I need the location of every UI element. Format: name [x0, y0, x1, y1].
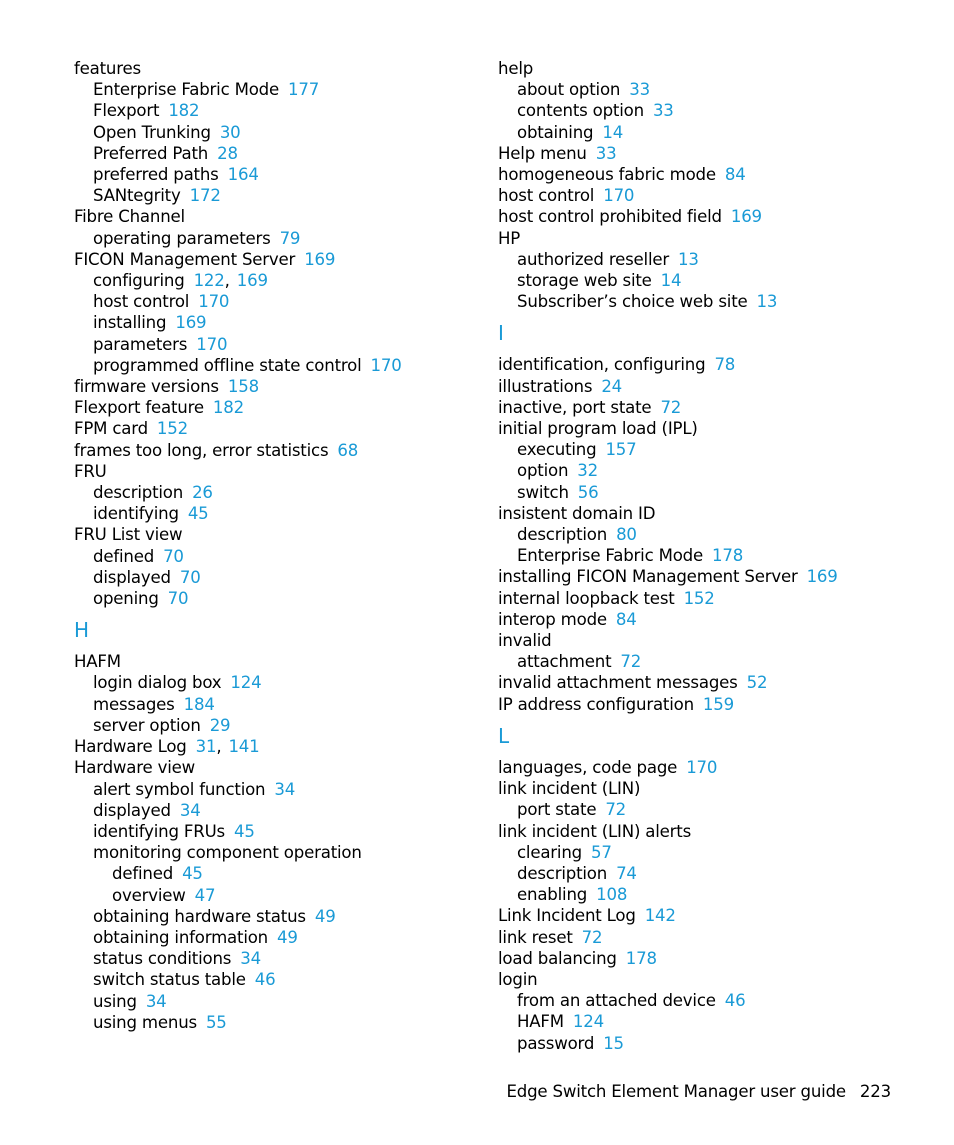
page-link[interactable]: 34 [179, 800, 201, 820]
index-entry [498, 228, 928, 249]
page-link[interactable]: 49 [277, 927, 298, 947]
entry-term: invalid [498, 631, 552, 651]
index-subentry [74, 1012, 474, 1033]
page-link[interactable]: 70 [179, 567, 201, 587]
index-subentry [74, 991, 474, 1012]
index-subentry [74, 291, 474, 312]
entry-term: from an attached device [517, 991, 716, 1011]
page-link[interactable]: 159 [702, 694, 734, 714]
page-link[interactable]: 152 [683, 588, 715, 608]
index-entry [498, 397, 928, 418]
entry-term: host control [498, 186, 595, 206]
page-link[interactable]: 33 [629, 80, 650, 100]
index-subentry [74, 948, 474, 969]
entry-term: defined [93, 546, 155, 566]
index-subentry [74, 715, 474, 736]
entry-term: installing FICON Management Server [498, 567, 798, 587]
index-column-left [74, 58, 474, 1033]
entry-term: load balancing [498, 948, 617, 968]
index-entry [74, 440, 474, 461]
index-subentry [498, 270, 928, 291]
section-letter: I [498, 321, 504, 346]
page-link[interactable]: 182 [168, 101, 200, 121]
entry-term: authorized reseller [517, 249, 669, 269]
index-subentry [498, 799, 928, 820]
page-link[interactable]: 34 [240, 949, 261, 969]
page-link[interactable]: 182 [212, 398, 244, 418]
page-link[interactable]: 178 [625, 948, 657, 968]
entry-term: IP address configuration [498, 694, 694, 714]
page-link[interactable]: 15 [603, 1033, 624, 1053]
section-letter: L [498, 723, 510, 748]
index-subentry [498, 439, 928, 460]
page-link[interactable]: 13 [756, 292, 778, 312]
page-link[interactable]: 34 [274, 779, 296, 799]
page-link[interactable]: 45 [187, 504, 209, 524]
page-link[interactable]: 72 [660, 397, 682, 417]
index-entry [498, 905, 928, 926]
index-entry [498, 821, 928, 842]
entry-term: alert symbol function [93, 779, 266, 799]
page-link[interactable]: 49 [314, 906, 336, 926]
index-subentry [74, 567, 474, 588]
entry-term: obtaining [517, 122, 594, 142]
entry-term: Enterprise Fabric Mode [93, 80, 279, 100]
entry-term: identifying [93, 504, 179, 524]
index-entry [498, 609, 928, 630]
index-subentry [74, 885, 474, 906]
index-subentry [498, 863, 928, 884]
entry-term: interop mode [498, 609, 607, 629]
entry-term: executing [517, 440, 597, 460]
index-entry [498, 948, 928, 969]
page-link[interactable]: 84 [724, 165, 746, 185]
entry-term: Help menu [498, 143, 587, 163]
entry-term: link incident (LIN) alerts [498, 821, 692, 841]
index-subentry [498, 545, 928, 566]
entry-term: operating parameters [93, 228, 271, 248]
index-entry [498, 694, 928, 715]
entry-term: Preferred Path [93, 143, 209, 163]
page-link[interactable]: 33 [652, 101, 674, 121]
entry-term: obtaining information [93, 927, 268, 947]
entry-term: identifying FRUs [93, 821, 225, 841]
index-entry [498, 206, 928, 227]
page-link[interactable]: 46 [254, 970, 276, 990]
entry-term: opening [93, 589, 159, 609]
section-letter: H [74, 618, 90, 643]
entry-term: option [517, 461, 569, 481]
page-link[interactable]: 169 [175, 313, 207, 333]
index-entry [74, 651, 474, 672]
page-link[interactable]: 170 [370, 355, 402, 375]
entry-term: messages [93, 694, 175, 714]
index-subentry [74, 334, 474, 355]
index-entry [74, 206, 474, 227]
index-subentry [498, 100, 928, 121]
page-link[interactable]: 56 [577, 482, 599, 502]
entry-term: HAFM [74, 652, 121, 672]
index-entry [498, 969, 928, 990]
index-subentry [74, 546, 474, 567]
entry-term: host control [93, 292, 190, 312]
index-subentry [74, 863, 474, 884]
index-entry [498, 672, 928, 693]
entry-term: defined [112, 864, 174, 884]
page-link[interactable]: 30 [219, 122, 241, 142]
index-subentry [498, 482, 928, 503]
index-subentry [498, 460, 928, 481]
page-link[interactable]: 141 [228, 737, 260, 757]
index-subentry [74, 355, 474, 376]
entry-term: obtaining hardware status [93, 906, 306, 926]
entry-term: FRU [74, 461, 107, 481]
entry-term: login [498, 969, 538, 989]
page-link[interactable]: 142 [644, 906, 676, 926]
entry-term: FICON Management Server [74, 249, 296, 269]
entry-term: link incident (LIN) [498, 779, 641, 799]
page-link[interactable]: 164 [227, 165, 259, 185]
page-link[interactable]: 169 [806, 567, 838, 587]
index-subentry [74, 503, 474, 524]
index-subentry [74, 694, 474, 715]
page-link[interactable]: 47 [194, 885, 216, 905]
index-entry [498, 185, 928, 206]
index-subentry [74, 185, 474, 206]
index-entry [498, 566, 928, 587]
entry-term: using menus [93, 1012, 197, 1032]
page-link[interactable]: 170 [686, 757, 718, 777]
entry-term: identification, configuring [498, 355, 706, 375]
index-entry: Hardware Log 31, 141 [74, 737, 260, 757]
index-subentry [498, 79, 928, 100]
page-link[interactable]: 178 [712, 546, 744, 566]
index-entry [498, 927, 928, 948]
index-subentry [74, 969, 474, 990]
page-link[interactable]: 45 [182, 864, 203, 884]
footer-title: Edge Switch Element Manager user guide [506, 1082, 846, 1101]
entry-term: Link Incident Log [498, 906, 636, 926]
index-entry [74, 461, 474, 482]
index-entry [498, 164, 928, 185]
entry-term: enabling [517, 885, 588, 905]
entry-term: HP [498, 228, 521, 248]
index-entry [498, 757, 928, 778]
page-link[interactable]: 172 [189, 186, 221, 206]
index-subentry: configuring 122, 169 [93, 271, 268, 291]
page-link[interactable]: 70 [167, 589, 189, 609]
page-link[interactable]: 78 [714, 355, 736, 375]
entry-term: displayed [93, 800, 171, 820]
index-entry [498, 418, 928, 439]
index-subentry [74, 672, 474, 693]
page-footer [506, 1082, 891, 1101]
page-link[interactable]: 32 [577, 461, 598, 481]
page-link[interactable]: 84 [615, 609, 637, 629]
entry-term: description [517, 525, 608, 545]
entry-term: inactive, port state [498, 397, 652, 417]
page-link[interactable]: 14 [660, 271, 682, 291]
page-link[interactable]: 68 [337, 440, 359, 460]
entry-term: homogeneous fabric mode [498, 165, 716, 185]
index-subentry [74, 143, 474, 164]
index-subentry [74, 821, 474, 842]
entry-term: illustrations [498, 376, 593, 396]
page-link[interactable]: 33 [595, 143, 617, 163]
index-entry [74, 249, 474, 270]
page-link[interactable]: 177 [288, 80, 320, 100]
index-subentry [74, 100, 474, 121]
index-subentry [74, 906, 474, 927]
entry-term: Hardware view [74, 758, 196, 778]
page-link[interactable]: 108 [596, 885, 628, 905]
entry-term: Hardware Log [74, 737, 187, 757]
entry-term: Fibre Channel [74, 207, 185, 227]
index-subentry [498, 122, 928, 143]
page-link[interactable]: 26 [192, 483, 213, 503]
entry-term: clearing [517, 842, 582, 862]
entry-term: SANtegrity [93, 186, 181, 206]
page-link[interactable]: 170 [196, 334, 228, 354]
page-link[interactable]: 72 [581, 927, 603, 947]
page-link[interactable]: 52 [746, 673, 768, 693]
index-entry [74, 397, 474, 418]
entry-term: port state [517, 800, 597, 820]
page-link[interactable]: 158 [227, 377, 259, 397]
index-subentry [498, 884, 928, 905]
entry-term: Subscriber’s choice web site [517, 292, 748, 312]
entry-term: using [93, 991, 137, 1011]
page-link[interactable]: 34 [145, 991, 167, 1011]
index-entry [498, 143, 928, 164]
index-entry [74, 418, 474, 439]
index-subentry [74, 842, 474, 863]
entry-term: description [93, 483, 184, 503]
index-entry [498, 354, 928, 375]
index-entry [498, 588, 928, 609]
entry-term: features [74, 59, 141, 78]
index-entry [498, 58, 928, 79]
index-entry [498, 778, 928, 799]
page-link[interactable]: 170 [603, 186, 635, 206]
index-subentry [498, 1011, 928, 1032]
index-subentry [498, 842, 928, 863]
entry-term: programmed offline state control [93, 355, 362, 375]
entry-term: internal loopback test [498, 588, 675, 608]
page-link[interactable]: 72 [620, 652, 642, 672]
page-link[interactable]: 170 [198, 292, 230, 312]
page-link[interactable]: 13 [678, 249, 699, 269]
page-link[interactable]: 157 [605, 440, 637, 460]
entry-term: host control prohibited field [498, 207, 722, 227]
entry-term: about option [517, 80, 621, 100]
entry-term: Enterprise Fabric Mode [517, 546, 703, 566]
page-link[interactable]: 124 [572, 1012, 604, 1032]
index-subentry [74, 927, 474, 948]
page-link[interactable]: 80 [616, 525, 637, 545]
index-subentry [498, 249, 928, 270]
page-link[interactable]: 46 [724, 991, 746, 1011]
entry-term: monitoring component operation [93, 843, 362, 863]
page-link[interactable]: 24 [601, 376, 623, 396]
index-subentry [74, 164, 474, 185]
entry-term: server option [93, 715, 201, 735]
index-subentry [74, 79, 474, 100]
entry-term: link reset [498, 927, 573, 947]
entry-term: storage web site [517, 271, 652, 291]
entry-term: installing [93, 313, 167, 333]
index-entry [74, 757, 474, 778]
entry-term: help [498, 59, 534, 78]
entry-term: insistent domain ID [498, 503, 656, 523]
entry-term: displayed [93, 567, 171, 587]
entry-term: HAFM [517, 1012, 564, 1032]
entry-term: languages, code page [498, 757, 678, 777]
page-link[interactable]: 169 [730, 207, 762, 227]
entry-term: status conditions [93, 949, 232, 969]
page-number: 223 [859, 1082, 891, 1101]
index-entry [74, 58, 474, 79]
entry-term: configuring [93, 271, 185, 291]
index-entry [498, 503, 928, 524]
entry-term: FRU List view [74, 525, 183, 545]
entry-term: Flexport [93, 101, 160, 121]
page-link[interactable]: 169 [304, 249, 336, 269]
page-link[interactable]: 55 [205, 1012, 227, 1032]
index-column-right [498, 58, 928, 1054]
index-subentry [74, 800, 474, 821]
index-subentry [74, 228, 474, 249]
entry-term: switch [517, 482, 569, 502]
page-link[interactable]: 72 [605, 800, 627, 820]
page-link[interactable]: 45 [233, 821, 255, 841]
page-link[interactable]: 57 [591, 842, 612, 862]
index-subentry [498, 1033, 928, 1054]
entry-term: password [517, 1033, 595, 1053]
index-entry [498, 376, 928, 397]
page-link[interactable]: 152 [156, 419, 188, 439]
index-subentry [74, 122, 474, 143]
entry-term: login dialog box [93, 673, 222, 693]
index-subentry [498, 291, 928, 312]
page-link[interactable]: 169 [236, 271, 268, 291]
entry-term: Open Trunking [93, 122, 211, 142]
page-link[interactable]: 31 [195, 737, 217, 757]
page-link[interactable]: 14 [602, 122, 624, 142]
page-link[interactable]: 122 [193, 271, 225, 291]
entry-term: preferred paths [93, 165, 219, 185]
entry-term: switch status table [93, 970, 246, 990]
page-link[interactable]: 29 [209, 715, 231, 735]
page-link[interactable]: 184 [183, 694, 215, 714]
entry-term: Flexport feature [74, 398, 204, 418]
page-link[interactable]: 74 [616, 863, 637, 883]
index-subentry [498, 524, 928, 545]
index-subentry [498, 990, 928, 1011]
index-subentry [74, 779, 474, 800]
page-link[interactable]: 70 [163, 546, 184, 566]
index-entry [498, 630, 928, 651]
entry-term: firmware versions [74, 377, 219, 397]
entry-term: overview [112, 885, 186, 905]
entry-term: parameters [93, 334, 188, 354]
entry-term: invalid attachment messages [498, 673, 738, 693]
page-link[interactable]: 124 [230, 673, 262, 693]
entry-term: attachment [517, 652, 612, 672]
index-entry [74, 524, 474, 545]
index-subentry [498, 651, 928, 672]
entry-term: initial program load (IPL) [498, 419, 698, 439]
entry-term: frames too long, error statistics [74, 440, 329, 460]
entry-term: contents option [517, 101, 644, 121]
index-subentry [74, 588, 474, 609]
entry-term: FPM card [74, 419, 148, 439]
index-subentry [74, 482, 474, 503]
page-link[interactable]: 79 [279, 228, 301, 248]
index-subentry [74, 312, 474, 333]
entry-term: description [517, 863, 608, 883]
page-link[interactable]: 28 [217, 143, 238, 163]
index-entry [74, 376, 474, 397]
